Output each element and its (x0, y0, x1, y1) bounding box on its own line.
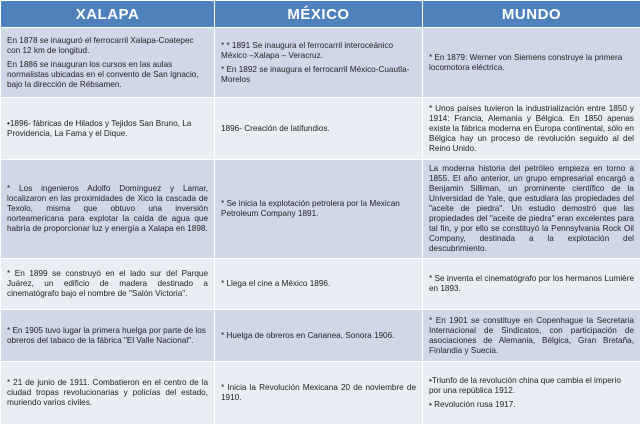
cell-text: * Inicia la Revolución Mexicana 20 de noviembre de 1910. (221, 383, 416, 402)
cell-text: * Se inicia la explotación petrolera por la Mexican Petroleum Company 1891. (221, 199, 400, 218)
cell-text: * * 1891 Se inaugura el ferrocarril interoceánico México –Xalapa – Veracruz. (221, 40, 394, 60)
header-row (1, 1, 640, 28)
cell-text: * Huelga de obreros en Cananea, Sonora 1906. (221, 330, 395, 340)
cell-text: * Llega el cine a México 1896. (221, 279, 331, 288)
cell-text: En 1886 se inauguran los cursos en las aulas normalistas ubicadas en el convento de San Ignacio, bajo la dirección de Rébsamen. (7, 59, 199, 89)
table-row (1, 160, 640, 259)
cell-text: * 21 de junio de 1911. Combatieron en el centro de la ciudad tropas revolucionarias y policías del estado, muriendo varios civiles. (7, 378, 208, 407)
cell-mexico (215, 310, 423, 362)
cell-mexico (215, 259, 423, 310)
cell-text: * En 1879: Werner von Siemens construye la primera locomotora eléctrica. (429, 52, 623, 72)
header-mundo: MUNDO (423, 1, 640, 28)
cell-text: * En 1905 tuvo lugar la primera huelga por parte de los obreros del tabaco de la fábrica "El Valle Nacional". (7, 325, 206, 345)
cell-text: 1896- Creación de latifundios. (221, 123, 330, 133)
cell-mundo (423, 28, 640, 98)
table-row (1, 362, 640, 425)
cell-text: • Revolución rusa 1917. (429, 400, 516, 409)
cell-xalapa (1, 362, 215, 425)
cell-text: •1896- fábricas de Hilados y Tejidos San Bruno, La Providencia, La Fama y el Dique. (7, 118, 192, 138)
cell-mexico (215, 362, 423, 425)
cell-text: •Triunfo de la revolución china que cambia el imperio por una república 1912. (429, 376, 621, 395)
table-row (1, 259, 640, 310)
cell-xalapa (1, 98, 215, 160)
cell-xalapa (1, 310, 215, 362)
cell-xalapa (1, 28, 215, 98)
cell-mundo (423, 259, 640, 310)
cell-text: * Los ingenieros Adolfo Domínguez y Lamar, localizaron en las proximidades de Xico la cascada de Texolo, misma que obtuvo una inversión norteamericana para explotar la caída de agua que habría de proporcionar luz y energía a Xalapa en 1898. (7, 184, 208, 233)
table-row (1, 98, 640, 160)
cell-text: La moderna historia del petróleo empieza en torno a 1855. El año anterior, un grupo empresarial encargó a Benjamin Silliman, un prominente científico de la Universidad de Yale, que estudiara las propiedades del "aceite de piedra". Un estudio demostró que las propiedades del "aceite de piedra" eran excelentes para tal fin, y por ello se constituyó la Pennsylvania Rock Oil Company, destinada a la explotación del descubrimiento. (429, 164, 634, 253)
cell-text: * En 1899 se construyó en el lado sur del Parque Juárez, un edificio de madera destinado a cinematógrafo bajo el nombre de "Salón Victoria". (7, 269, 208, 298)
header-xalapa: XALAPA (1, 1, 215, 28)
cell-xalapa (1, 160, 215, 259)
cell-xalapa (1, 259, 215, 310)
table-row (1, 310, 640, 362)
header-mexico: MÉXICO (215, 1, 423, 28)
table-row (1, 28, 640, 98)
cell-mexico (215, 28, 423, 98)
cell-mundo (423, 160, 640, 259)
cell-text: * Se inventa el cinematógrafo por los hermanos Lumière en 1893. (429, 274, 634, 293)
cell-mundo (423, 98, 640, 160)
cell-mexico (215, 98, 423, 160)
cell-mexico (215, 160, 423, 259)
cell-text: * Unos países tuvieron la industrialización entre 1850 y 1914: Francia, Alemania y Bélgica. En 1850 apenas existe la fábrica moderna en Europa continental, sólo en Bélgica hay un proceso de revolución seguido al del Reino Unido. (429, 103, 634, 153)
cell-mundo (423, 362, 640, 425)
cell-text: * En 1901 se constituye en Copenhague la Secretaria Internacional de Sindicatos, con participación de asociaciones de Alemania, Bélgica, Gran Bretaña, Finlandia y Suecia. (429, 315, 634, 355)
cell-mundo (423, 310, 640, 362)
cell-text: En 1878 se inauguró el ferrocarril Xalapa-Coatepec con 12 km de longitud. (7, 35, 194, 55)
cell-text: * En 1892 se inaugura el ferrocarril México-Cuautla-Morelos (221, 64, 410, 84)
